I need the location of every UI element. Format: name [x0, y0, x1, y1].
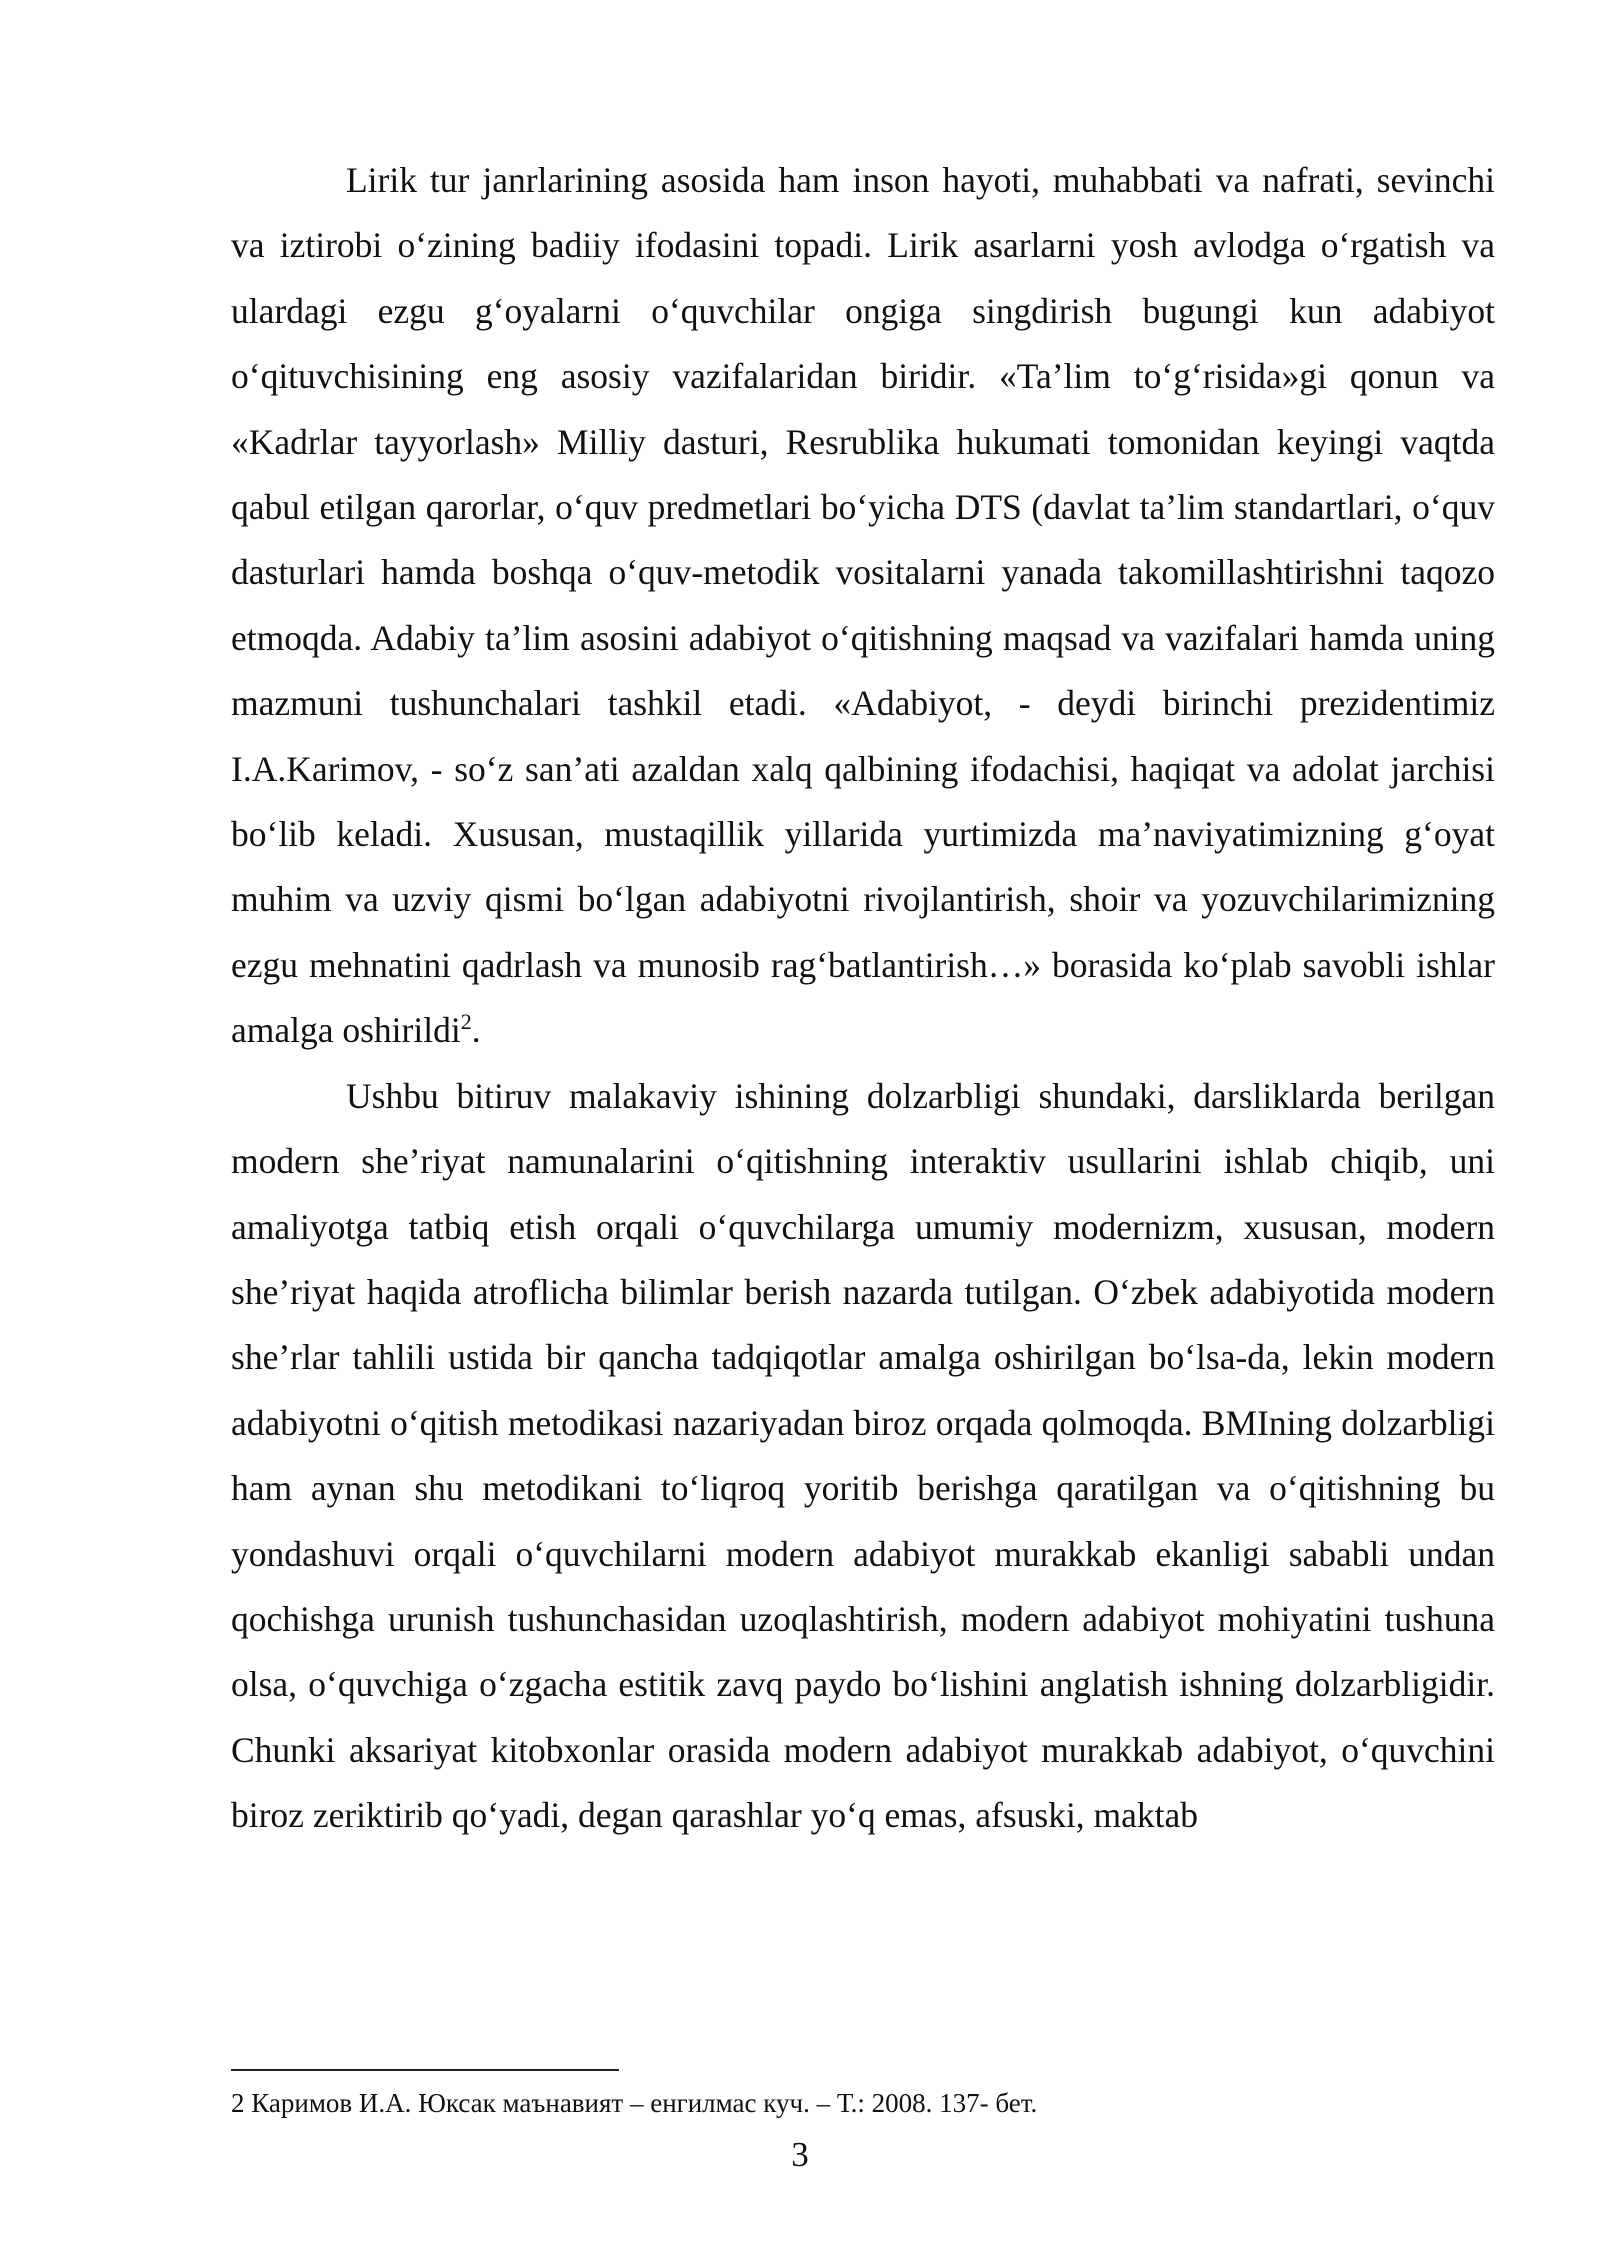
- paragraph-2: Ushbu bitiruv malakaviy ishining dolzarbligi shundaki, darsliklarda berilgan modern she’riyat namunalarini o‘qitishning interaktiv usullarini ishlab chiqib, uni amaliyotga tatbiq etish orqali o‘quvchilarga umumiy modernizm, xususan, modern she’riyat haqida atroflicha bilimlar berish nazarda tutilgan. O‘zbek adabiyotida modern she’rlar tahlili ustida bir qancha tadqiqotlar amalga oshirilgan bo‘lsa-da, lekin modern adabiyotni o‘qitish metodikasi nazariyadan biroz orqada qolmoqda. BMIning dolzarbligi ham aynan shu metodikani to‘liqroq yoritib berishga qaratilgan va o‘qitishning bu yondashuvi orqali o‘quvchilarni modern adabiyot murakkab ekanligi sababli undan qochishga urunish tushunchasidan uzoqlashtirish, modern adabiyot mohiyatini tushuna olsa, o‘quvchiga o‘zgacha estitik zavq paydo bo‘lishini anglatish ishning dolzarbligidir. Chunki aksariyat kitobxonlar orasida modern adabiyot murakkab adabiyot, o‘quvchini biroz zeriktirib qo‘yadi, degan qarashlar yo‘q emas, afsuski, maktab: [231, 1075, 1495, 1836]
- paragraph-1-end: .: [471, 1010, 481, 1051]
- paragraph-1-text: Lirik tur janrlarining asosida ham inson hayoti, muhabbati va nafrati, sevinchi va iztirobi o‘zining badiiy ifodasini topadi. Lirik asarlarni yosh avlodga o‘rgatish va ulardagi ezgu g‘oyalarni o‘quvchilar ongiga singdirish bugungi kun adabiyot o‘qituvchisining eng asosiy vazifalaridan biridir. «Ta’lim to‘g‘risida»gi qonun va «Kadrlar tayyorlash» Milliy dasturi, Resrublika hukumati tomonidan keyingi vaqtda qabul etilgan qarorlar, o‘quv predmetlari bo‘yicha DTS (davlat ta’lim standartlari, o‘quv dasturlari hamda boshqa o‘quv-metodik vositalarni yanada takomillashtirishni taqozo etmoqda. Adabiy ta’lim asosini adabiyot o‘qitishning maqsad va vazifalari hamda uning mazmuni tushunchalari tashkil etadi. «Adabiyot, - deydi birinchi prezidentimiz I.A.Karimov, - so‘z san’ati azaldan xalq qalbining ifodachisi, haqiqat va adolat jarchisi bo‘lib keladi. Xususan, mustaqillik yillarida yurtimizda ma’naviyatimizning g‘oyat muhim va uzviy qismi bo‘lgan adabiyotni rivojlantirish, shoir va yozuvchilarimizning ezgu mehnatini qadrlash va munosib rag‘batlantirish…» borasida ko‘plab savobli ishlar amalga oshirildi: [231, 160, 1495, 1051]
- footnote-reference[interactable]: 2: [460, 1009, 472, 1035]
- paragraph-1: [231, 148, 1495, 1064]
- page-number: 3: [791, 2135, 809, 2174]
- footnote-separator: [231, 2069, 619, 2071]
- footnote: 2 Каримов И.А. Юксак маънавият – енгилмас куч. – Т.: 2008. 137- бет.: [231, 2088, 1038, 2118]
- body-text: [231, 148, 1495, 1849]
